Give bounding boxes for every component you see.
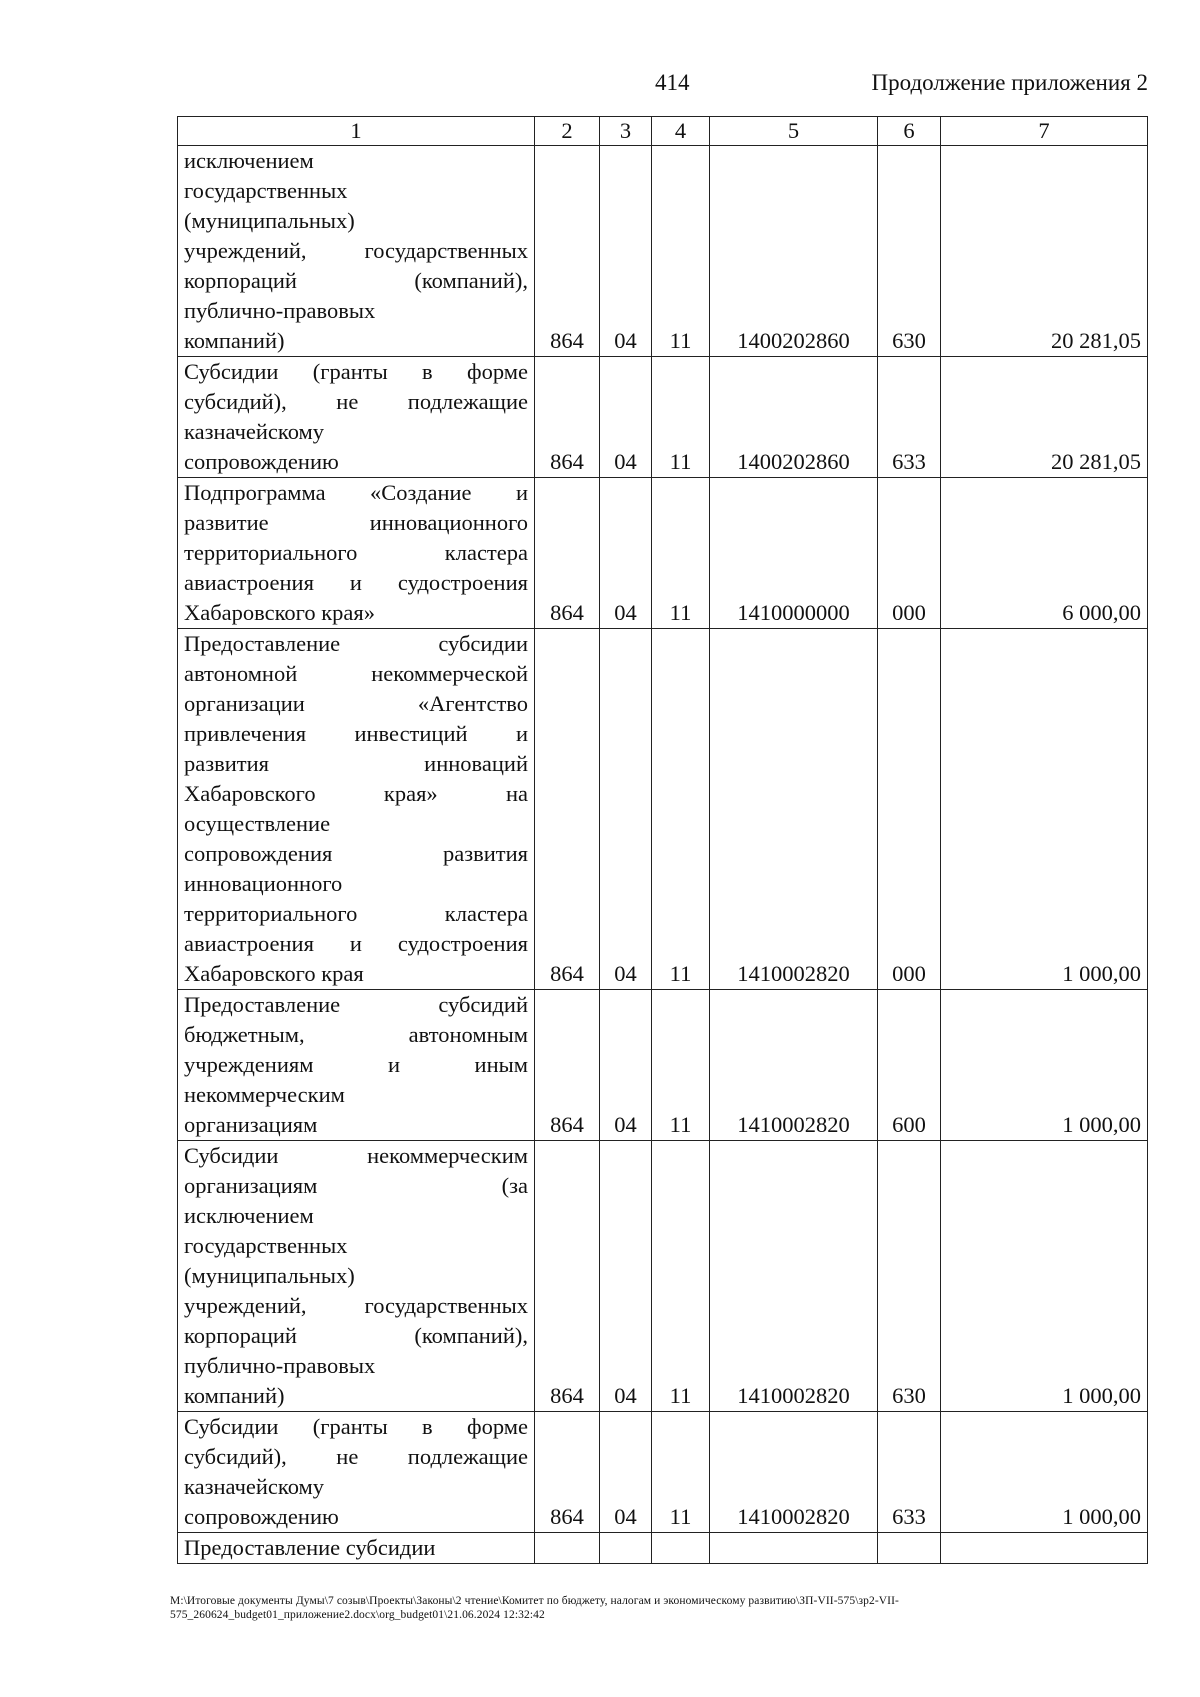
budget-table (177, 116, 1148, 1564)
subsection-code: 11 (652, 357, 710, 478)
description-line: территориального кластера (184, 540, 528, 565)
description-line: субсидий), не подлежащие (184, 389, 528, 414)
target-article-code (710, 1533, 878, 1564)
description-line: автономной некоммерческой (184, 661, 528, 686)
table-row (178, 357, 1148, 478)
description-line: Предоставление субсидии (184, 631, 528, 656)
amount-value (941, 1533, 1148, 1564)
description-line: государственных (184, 178, 348, 203)
description-line: привлечения инвестиций и (184, 721, 528, 746)
description-line: учреждений, государственных (184, 238, 528, 263)
description-line: корпораций (компаний), (184, 1323, 528, 1348)
ministry-code: 864 (535, 478, 600, 629)
description-line: Хабаровского края» на (184, 781, 528, 806)
subsection-code: 11 (652, 478, 710, 629)
column-header-5: 5 (710, 117, 878, 146)
continuation-caption: Продолжение приложения 2 (871, 70, 1148, 95)
description-line: (муниципальных) (184, 1263, 355, 1288)
section-code: 04 (600, 1412, 652, 1533)
description-line: авиастроения и судостроения (184, 931, 528, 956)
description-line: организациям (за (184, 1173, 528, 1198)
description-line: осуществление (184, 811, 331, 836)
description-line: публично-правовых (184, 1353, 376, 1378)
target-article-code: 1400202860 (710, 357, 878, 478)
subsection-code: 11 (652, 629, 710, 990)
description-line: компаний) (184, 1383, 285, 1408)
description-line: организации «Агентство (184, 691, 528, 716)
target-article-code: 1410002820 (710, 1412, 878, 1533)
subsection-code: 11 (652, 1412, 710, 1533)
expense-type-code: 633 (878, 357, 941, 478)
section-code: 04 (600, 478, 652, 629)
table-row (178, 1533, 1148, 1564)
table-row (178, 990, 1148, 1141)
description-line: казначейскому (184, 1474, 325, 1499)
subsection-code: 11 (652, 1141, 710, 1412)
description-line: бюджетным, автономным (184, 1022, 528, 1047)
table-row (178, 146, 1148, 357)
description-line: Субсидии некоммерческим (184, 1143, 528, 1168)
footer-line-1: М:\Итоговые документы Думы\7 созыв\Проекты\Законы\2 чтение\Комитет по бюджету, налогам и экономическому развитию\ЗП-VII-575\зр2-VII- (170, 1595, 899, 1607)
description-line: казначейскому (184, 419, 325, 444)
description-line: развития инноваций (184, 751, 528, 776)
row-description (178, 357, 535, 478)
expense-type-code: 630 (878, 1141, 941, 1412)
subsection-code (652, 1533, 710, 1564)
description-line: (муниципальных) (184, 208, 355, 233)
section-code (600, 1533, 652, 1564)
ministry-code: 864 (535, 146, 600, 357)
column-header-6: 6 (878, 117, 941, 146)
column-header-3: 3 (600, 117, 652, 146)
file-path-footer (170, 1594, 1155, 1622)
subsection-code: 11 (652, 146, 710, 357)
row-description (178, 990, 535, 1141)
table-row (178, 1141, 1148, 1412)
description-line: исключением (184, 148, 314, 173)
expense-type-code: 000 (878, 478, 941, 629)
amount-value: 1 000,00 (941, 1412, 1148, 1533)
row-description (178, 629, 535, 990)
ministry-code: 864 (535, 357, 600, 478)
target-article-code: 1410002820 (710, 990, 878, 1141)
section-code: 04 (600, 629, 652, 990)
row-description (178, 478, 535, 629)
section-code: 04 (600, 990, 652, 1141)
expense-type-code: 630 (878, 146, 941, 357)
amount-value: 6 000,00 (941, 478, 1148, 629)
description-line: некоммерческим (184, 1082, 345, 1107)
row-description (178, 146, 535, 357)
description-line: учреждениям и иным (184, 1052, 528, 1077)
description-line: Предоставление субсидий (184, 992, 528, 1017)
table-row (178, 1412, 1148, 1533)
ministry-code: 864 (535, 629, 600, 990)
row-description (178, 1533, 535, 1564)
section-code: 04 (600, 357, 652, 478)
footer-line-2: 575_260624_budget01_приложение2.docx\org_budget01\21.06.2024 12:32:42 (170, 1609, 545, 1621)
column-header-2: 2 (535, 117, 600, 146)
description-line: учреждений, государственных (184, 1293, 528, 1318)
target-article-code: 1410002820 (710, 629, 878, 990)
description-line: сопровождению (184, 1504, 339, 1529)
ministry-code: 864 (535, 1141, 600, 1412)
target-article-code: 1410000000 (710, 478, 878, 629)
amount-value: 1 000,00 (941, 1141, 1148, 1412)
amount-value: 20 281,05 (941, 357, 1148, 478)
column-header-4: 4 (652, 117, 710, 146)
ministry-code (535, 1533, 600, 1564)
description-line: Хабаровского края» (184, 600, 375, 625)
expense-type-code: 000 (878, 629, 941, 990)
amount-value: 20 281,05 (941, 146, 1148, 357)
description-line: субсидий), не подлежащие (184, 1444, 528, 1469)
description-line: корпораций (компаний), (184, 268, 528, 293)
description-line: публично-правовых (184, 298, 376, 323)
table-row (178, 629, 1148, 990)
description-line: государственных (184, 1233, 348, 1258)
description-line: территориального кластера (184, 901, 528, 926)
description-line: Хабаровского края (184, 961, 364, 986)
description-line: компаний) (184, 328, 285, 353)
ministry-code: 864 (535, 1412, 600, 1533)
column-header-1: 1 (178, 117, 535, 146)
column-header-7: 7 (941, 117, 1148, 146)
description-line: авиастроения и судостроения (184, 570, 528, 595)
ministry-code: 864 (535, 990, 600, 1141)
target-article-code: 1410002820 (710, 1141, 878, 1412)
description-line: сопровождению (184, 449, 339, 474)
description-line: развитие инновационного (184, 510, 528, 535)
description-line: Подпрограмма «Создание и (184, 480, 528, 505)
expense-type-code (878, 1533, 941, 1564)
description-line: Предоставление субсидии (184, 1535, 436, 1560)
page-number: 414 (655, 70, 690, 95)
section-code: 04 (600, 1141, 652, 1412)
amount-value: 1 000,00 (941, 629, 1148, 990)
expense-type-code: 633 (878, 1412, 941, 1533)
column-number-row (178, 117, 1148, 146)
description-line: Субсидии (гранты в форме (184, 359, 528, 384)
row-description (178, 1141, 535, 1412)
description-line: инновационного (184, 871, 343, 896)
description-line: организациям (184, 1112, 318, 1137)
description-line: исключением (184, 1203, 314, 1228)
section-code: 04 (600, 146, 652, 357)
description-line: сопровождения развития (184, 841, 528, 866)
table-row (178, 478, 1148, 629)
row-description (178, 1412, 535, 1533)
target-article-code: 1400202860 (710, 146, 878, 357)
amount-value: 1 000,00 (941, 990, 1148, 1141)
description-line: Субсидии (гранты в форме (184, 1414, 528, 1439)
expense-type-code: 600 (878, 990, 941, 1141)
subsection-code: 11 (652, 990, 710, 1141)
